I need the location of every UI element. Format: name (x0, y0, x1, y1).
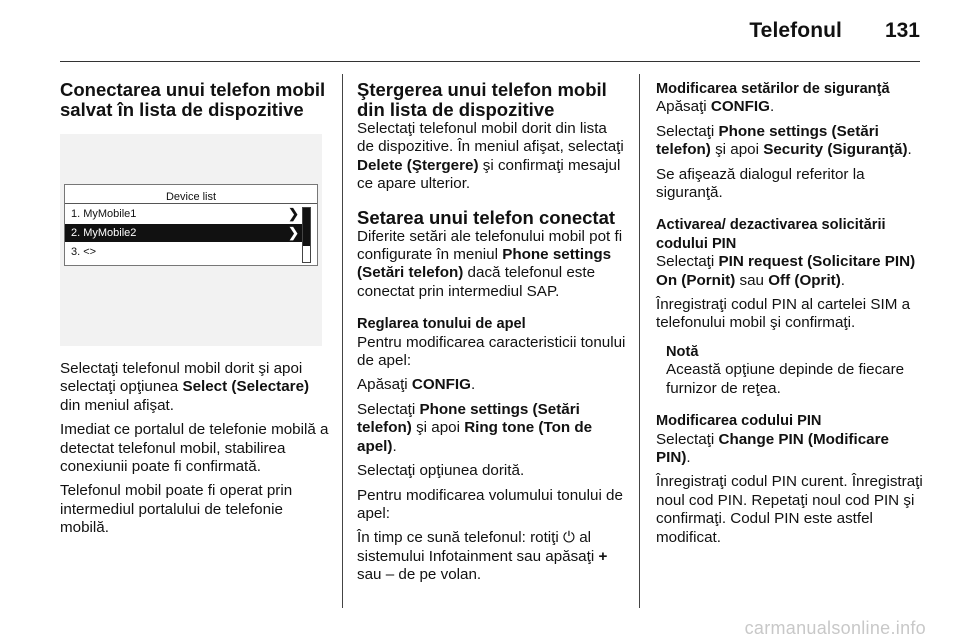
page-title: Telefonul (749, 19, 842, 42)
paragraph: Imediat ce portalul de telefonie mobilă a detectat telefonul mobil, stabilirea conexiunii poate fi confirmată. (60, 421, 329, 476)
subheading-security: Modificarea setărilor de siguranţă (656, 81, 890, 97)
paragraph: În timp ce sună telefonul: rotiţi ⏻ al sistemului Infotainment sau apăsaţi + sau – de pe volan. (357, 529, 608, 584)
watermark: carmanualsonline.info (744, 618, 926, 638)
paragraph: Selectaţi Change PIN (Modificare PIN). (656, 430, 889, 466)
column-1 (60, 80, 330, 544)
note-box (656, 339, 926, 398)
note-text: Această opţiune depinde de fiecare furnizor de reţea. (666, 361, 905, 397)
paragraph: Pentru modificarea caracteristicii tonului de apel: (357, 333, 626, 370)
power-knob-icon: ⏻ (562, 529, 575, 547)
paragraph: Pentru modificarea volumului tonului de apel: (357, 486, 623, 522)
paragraph: Selectaţi telefonul mobil dorit şi apoi selectaţi opţiunea Select (Selectare) din meniul afişat. (60, 360, 310, 414)
page-number: 131 (884, 19, 920, 42)
subheading-pin-request: Activarea/ dezactivarea solicitării codului PIN (656, 217, 886, 252)
chevron-right-icon: ❯ (288, 225, 299, 240)
page-header (0, 0, 960, 62)
device-list-item (65, 205, 303, 223)
paragraph: Se afişează dialogul referitor la siguranţă. (656, 165, 865, 202)
column-3 (656, 80, 926, 553)
paragraph: Selectaţi telefonul mobil dorit din lista de dispozitive. În meniul afişat, selectaţi Delete (Ştergere) şi confirmaţi mesajul ce apare ulterior. (357, 120, 624, 193)
device-list-item-label: 3. <> (71, 246, 97, 258)
device-list-title: Device list (165, 191, 217, 203)
chevron-right-icon: ❯ (288, 206, 299, 221)
plus-icon: + (598, 547, 608, 565)
paragraph: Selectaţi opţiunea dorită. (357, 462, 525, 480)
section-heading-connect: Conectarea unui telefon mobil salvat în lista de dispozitive (60, 79, 326, 120)
device-list-item-selected (65, 224, 303, 242)
paragraph: Selectaţi Phone settings (Setări telefon) şi apoi Ring tone (Ton de apel). (357, 400, 593, 455)
device-list-title-rule (65, 203, 317, 204)
note-title: Notă (666, 343, 699, 360)
header-rule (60, 61, 920, 62)
column-2 (357, 80, 627, 591)
subheading-change-pin: Modificarea codului PIN (656, 413, 822, 430)
paragraph: Apăsaţi CONFIG. (656, 98, 775, 116)
subheading-ringtone: Reglarea tonului de apel (357, 316, 526, 333)
paragraph: Telefonul mobil poate fi operat prin intermediul portalului de telefonie mobilă. (60, 482, 293, 537)
scrollbar-thumb (303, 208, 310, 246)
device-list-item (65, 243, 303, 261)
device-list-scrollbar (302, 207, 311, 263)
device-list-screenshot (60, 134, 322, 346)
device-list-item-label: 1. MyMobile1 (71, 208, 137, 220)
paragraph: Apăsaţi CONFIG. (357, 376, 476, 394)
section-heading-delete: Ştergerea unui telefon mobil din lista de dispozitive (357, 79, 607, 120)
paragraph: Înregistraţi codul PIN al cartelei SIM a telefonului mobil şi confirmaţi. (656, 296, 911, 332)
device-list-panel (64, 184, 318, 266)
device-list-item-label: 2. MyMobile2 (71, 227, 137, 239)
paragraph: Diferite setări ale telefonului mobil pot fi configurate în meniul Phone settings (Setări telefon) dacă telefonul este conectat prin intermediul SAP. (357, 227, 623, 300)
section-heading-settings: Setarea unui telefon conectat (357, 206, 616, 228)
paragraph: Înregistraţi codul PIN curent. Înregistraţi noul cod PIN. Repetaţi noul cod PIN şi confirmaţi. Codul PIN este astfel modificat. (656, 473, 923, 546)
column-divider-1 (342, 74, 343, 608)
paragraph: Selectaţi PIN request (Solicitare PIN) On (Pornit) sau Off (Oprit). (656, 253, 916, 289)
column-divider-2 (639, 74, 640, 608)
paragraph: Selectaţi Phone settings (Setări telefon) şi apoi Security (Siguranţă). (656, 122, 912, 159)
